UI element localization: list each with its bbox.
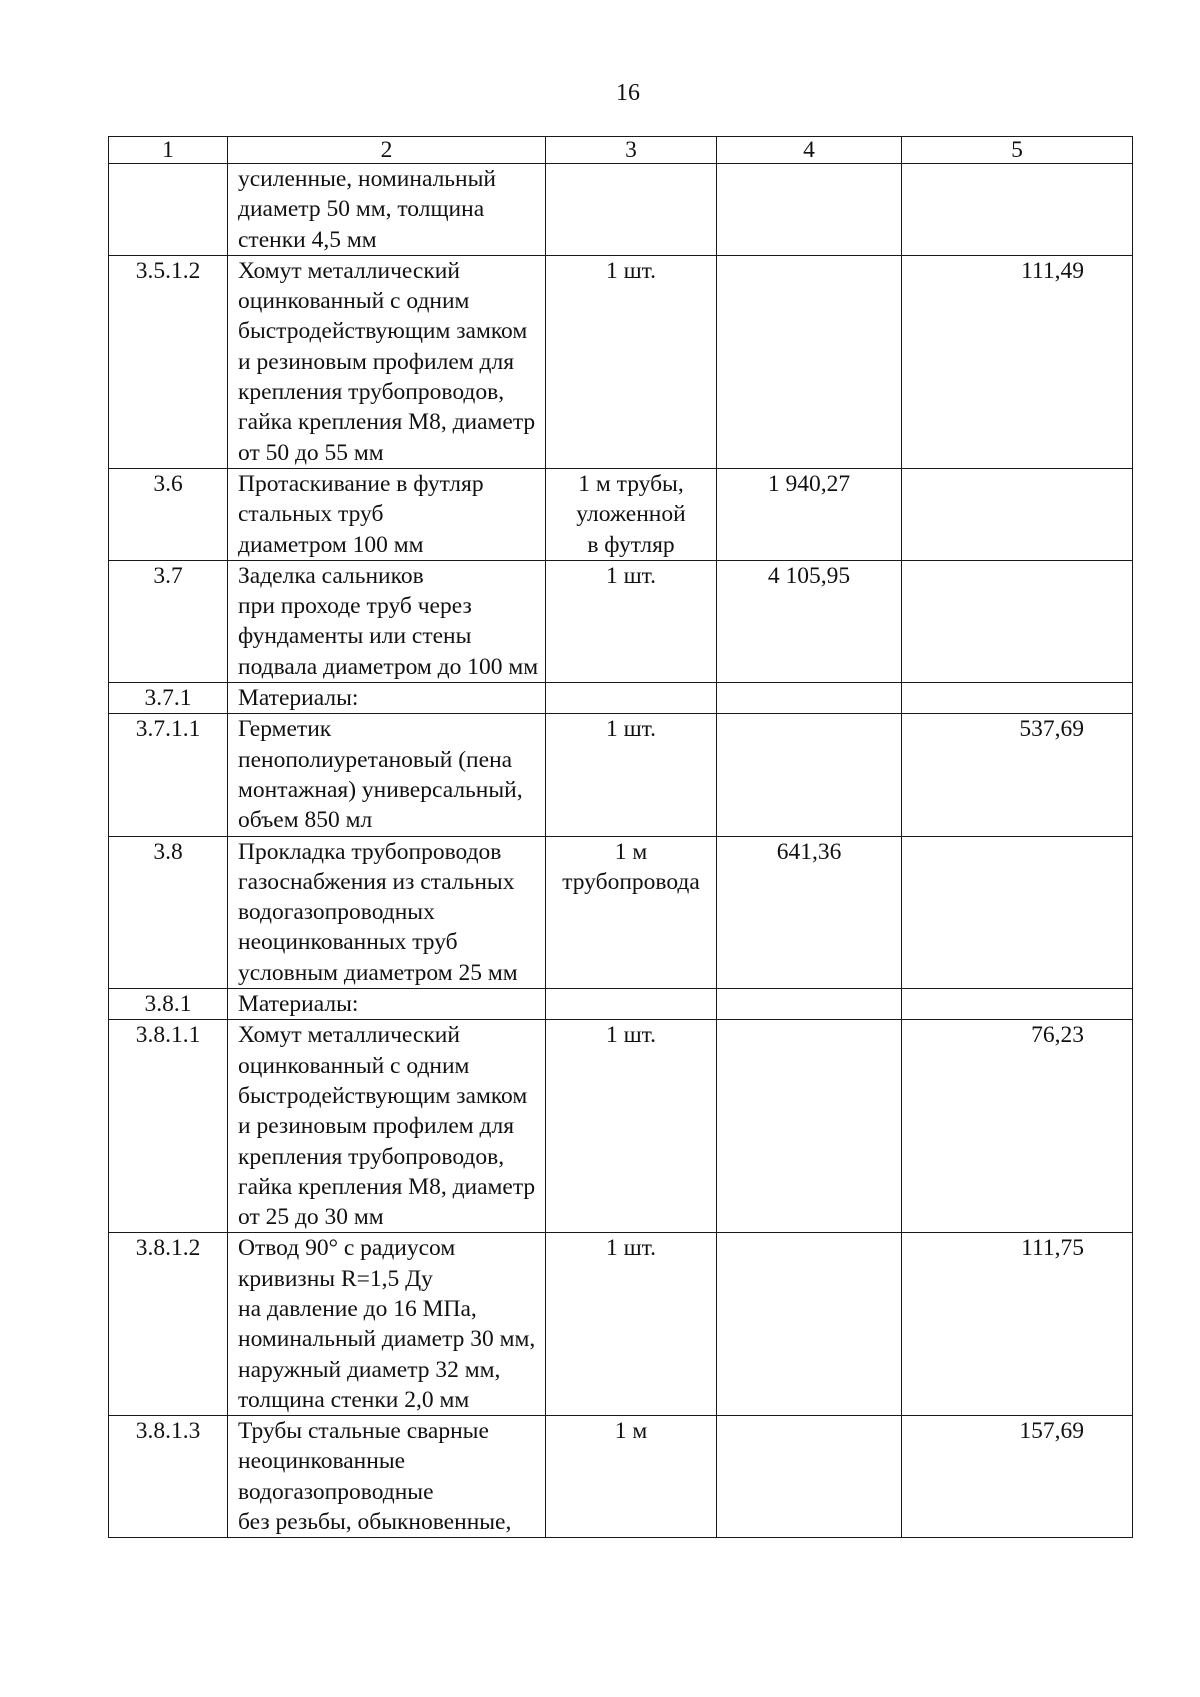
- table-body: [109, 164, 1133, 1538]
- cell-line: неоцинкованных труб: [238, 929, 458, 956]
- description-cell: [228, 1416, 546, 1538]
- table-header-row: [109, 137, 1133, 164]
- cell-line: стенки 4,5 мм: [238, 226, 377, 253]
- cell-line: 1 шт.: [605, 1022, 657, 1049]
- price-cell-col5: [902, 683, 1133, 714]
- unit-cell: [546, 1233, 717, 1416]
- description-cell: [228, 468, 546, 560]
- table-row: [109, 714, 1133, 836]
- cell-line: Хомут металлический: [238, 1022, 460, 1049]
- price-cell-col5: [902, 989, 1133, 1020]
- cell-line: на давление до 16 МПа,: [238, 1295, 477, 1322]
- cell-line: Хомут металлический: [238, 257, 460, 284]
- price-cell-col5: 76,23: [902, 1020, 1133, 1233]
- price-cell-col4: [717, 255, 902, 468]
- table-row: [109, 560, 1133, 682]
- item-number-cell: [109, 164, 228, 256]
- cell-line: гайка крепления М8, диаметр: [238, 1173, 536, 1200]
- cell-line: крепления трубопроводов,: [238, 1143, 505, 1170]
- table-row: [109, 1020, 1133, 1233]
- table-row: [109, 1233, 1133, 1416]
- cell-line: 1 м трубы,: [578, 470, 684, 497]
- cell-line: 1 шт.: [605, 1235, 657, 1262]
- cell-line: диаметром 100 мм: [238, 531, 424, 558]
- cell-line: Герметик: [238, 716, 332, 743]
- cell-line: условным диаметром 25 мм: [238, 959, 518, 986]
- column-header-2: 2: [228, 137, 546, 164]
- cell-line: Материалы:: [238, 685, 359, 712]
- cell-line: от 50 до 55 мм: [238, 439, 384, 466]
- price-cell-col4: 1 940,27: [717, 468, 902, 560]
- table-row: [109, 164, 1133, 256]
- cell-line: 1 шт.: [605, 716, 657, 743]
- unit-cell: [546, 989, 717, 1020]
- cell-line: стальных труб: [238, 501, 384, 528]
- cell-line: Материалы:: [238, 991, 359, 1018]
- page-number: 16: [616, 80, 640, 106]
- cell-line: номинальный диаметр 30 мм,: [238, 1326, 536, 1353]
- description-cell: [228, 989, 546, 1020]
- cell-line: Трубы стальные сварные: [238, 1418, 489, 1445]
- cell-line: при проходе труб через: [238, 593, 472, 620]
- description-cell: [228, 1233, 546, 1416]
- cell-line: монтажная) универсальный,: [238, 776, 523, 803]
- price-cell-col4: [717, 714, 902, 836]
- cell-line: и резиновым профилем для: [238, 1113, 515, 1140]
- item-number-cell: 3.7.1.1: [109, 714, 228, 836]
- unit-cell: [546, 714, 717, 836]
- cell-line: диаметр 50 мм, толщина: [238, 196, 485, 223]
- price-cell-col5: 111,49: [902, 255, 1133, 468]
- cell-line: объем 850 мл: [238, 807, 373, 834]
- cell-line: быстродействующим замком: [238, 1082, 528, 1109]
- description-cell: [228, 714, 546, 836]
- unit-cell: [546, 164, 717, 256]
- price-cell-col5: 537,69: [902, 714, 1133, 836]
- cell-line: неоцинкованные: [238, 1448, 406, 1475]
- description-cell: [228, 255, 546, 468]
- table-row: [109, 836, 1133, 988]
- cell-line: быстродействующим замком: [238, 318, 528, 345]
- cell-line: газоснабжения из стальных: [238, 868, 515, 895]
- column-header-5: 5: [902, 137, 1133, 164]
- item-number-cell: 3.8.1.1: [109, 1020, 228, 1233]
- price-cell-col5: [902, 836, 1133, 988]
- price-cell-col4: [717, 1416, 902, 1538]
- cell-line: уложенной: [576, 501, 686, 528]
- cell-line: Отвод 90° с радиусом: [238, 1235, 456, 1262]
- description-cell: [228, 836, 546, 988]
- item-number-cell: 3.7.1: [109, 683, 228, 714]
- price-cell-col4: [717, 989, 902, 1020]
- description-cell: [228, 560, 546, 682]
- table-row: [109, 683, 1133, 714]
- item-number-cell: 3.8.1: [109, 989, 228, 1020]
- cell-line: от 25 до 30 мм: [238, 1204, 384, 1231]
- price-cell-col4: 641,36: [717, 836, 902, 988]
- cell-line: оцинкованный с одним: [238, 288, 470, 315]
- description-cell: [228, 683, 546, 714]
- item-number-cell: 3.5.1.2: [109, 255, 228, 468]
- price-cell-col4: [717, 164, 902, 256]
- unit-cell: [546, 1020, 717, 1233]
- item-number-cell: 3.6: [109, 468, 228, 560]
- column-header-1: 1: [109, 137, 228, 164]
- price-cell-col5: [902, 468, 1133, 560]
- table-row: [109, 989, 1133, 1020]
- cell-line: Протаскивание в футляр: [238, 470, 484, 497]
- cell-line: Заделка сальников: [238, 562, 424, 589]
- cell-line: толщина стенки 2,0 мм: [238, 1386, 470, 1413]
- unit-cell: [546, 255, 717, 468]
- price-cell-col4: [717, 683, 902, 714]
- cell-line: Прокладка трубопроводов: [238, 838, 502, 865]
- table-row: [109, 1416, 1133, 1538]
- price-cell-col4: [717, 1020, 902, 1233]
- unit-cell: [546, 683, 717, 714]
- cell-line: оцинкованный с одним: [238, 1052, 470, 1079]
- cell-line: без резьбы, обыкновенные,: [238, 1509, 512, 1536]
- cell-line: 1 м: [614, 1418, 648, 1445]
- price-cell-col4: [717, 1233, 902, 1416]
- price-table: [108, 136, 1133, 1538]
- item-number-cell: 3.8: [109, 836, 228, 988]
- cell-line: крепления трубопроводов,: [238, 379, 505, 406]
- table-row: [109, 255, 1133, 468]
- item-number-cell: 3.8.1.3: [109, 1416, 228, 1538]
- item-number-cell: 3.7: [109, 560, 228, 682]
- cell-line: кривизны R=1,5 Ду: [238, 1265, 433, 1292]
- cell-line: водогазопроводных: [238, 899, 435, 926]
- cell-line: усиленные, номинальный: [238, 166, 496, 192]
- price-cell-col5: [902, 164, 1133, 256]
- column-header-3: 3: [546, 137, 717, 164]
- cell-line: наружный диаметр 32 мм,: [238, 1356, 501, 1383]
- cell-line: пенополиуретановый (пена: [238, 746, 513, 773]
- price-cell-col4: 4 105,95: [717, 560, 902, 682]
- cell-line: и резиновым профилем для: [238, 348, 515, 375]
- unit-cell: [546, 836, 717, 988]
- table-row: [109, 468, 1133, 560]
- description-cell: [228, 1020, 546, 1233]
- price-cell-col5: 111,75: [902, 1233, 1133, 1416]
- cell-line: 1 м: [614, 838, 648, 865]
- unit-cell: [546, 468, 717, 560]
- item-number-cell: 3.8.1.2: [109, 1233, 228, 1416]
- cell-line: 1 шт.: [605, 257, 657, 284]
- cell-line: в футляр: [587, 531, 675, 558]
- cell-line: фундаменты или стены: [238, 623, 472, 650]
- unit-cell: [546, 1416, 717, 1538]
- column-header-4: 4: [717, 137, 902, 164]
- unit-cell: [546, 560, 717, 682]
- price-cell-col5: 157,69: [902, 1416, 1133, 1538]
- cell-line: трубопровода: [562, 868, 700, 895]
- cell-line: водогазопроводные: [238, 1478, 434, 1505]
- description-cell: [228, 164, 546, 256]
- cell-line: подвала диаметром до 100 мм: [238, 653, 539, 680]
- cell-line: гайка крепления М8, диаметр: [238, 409, 536, 436]
- price-cell-col5: [902, 560, 1133, 682]
- cell-line: 1 шт.: [605, 562, 657, 589]
